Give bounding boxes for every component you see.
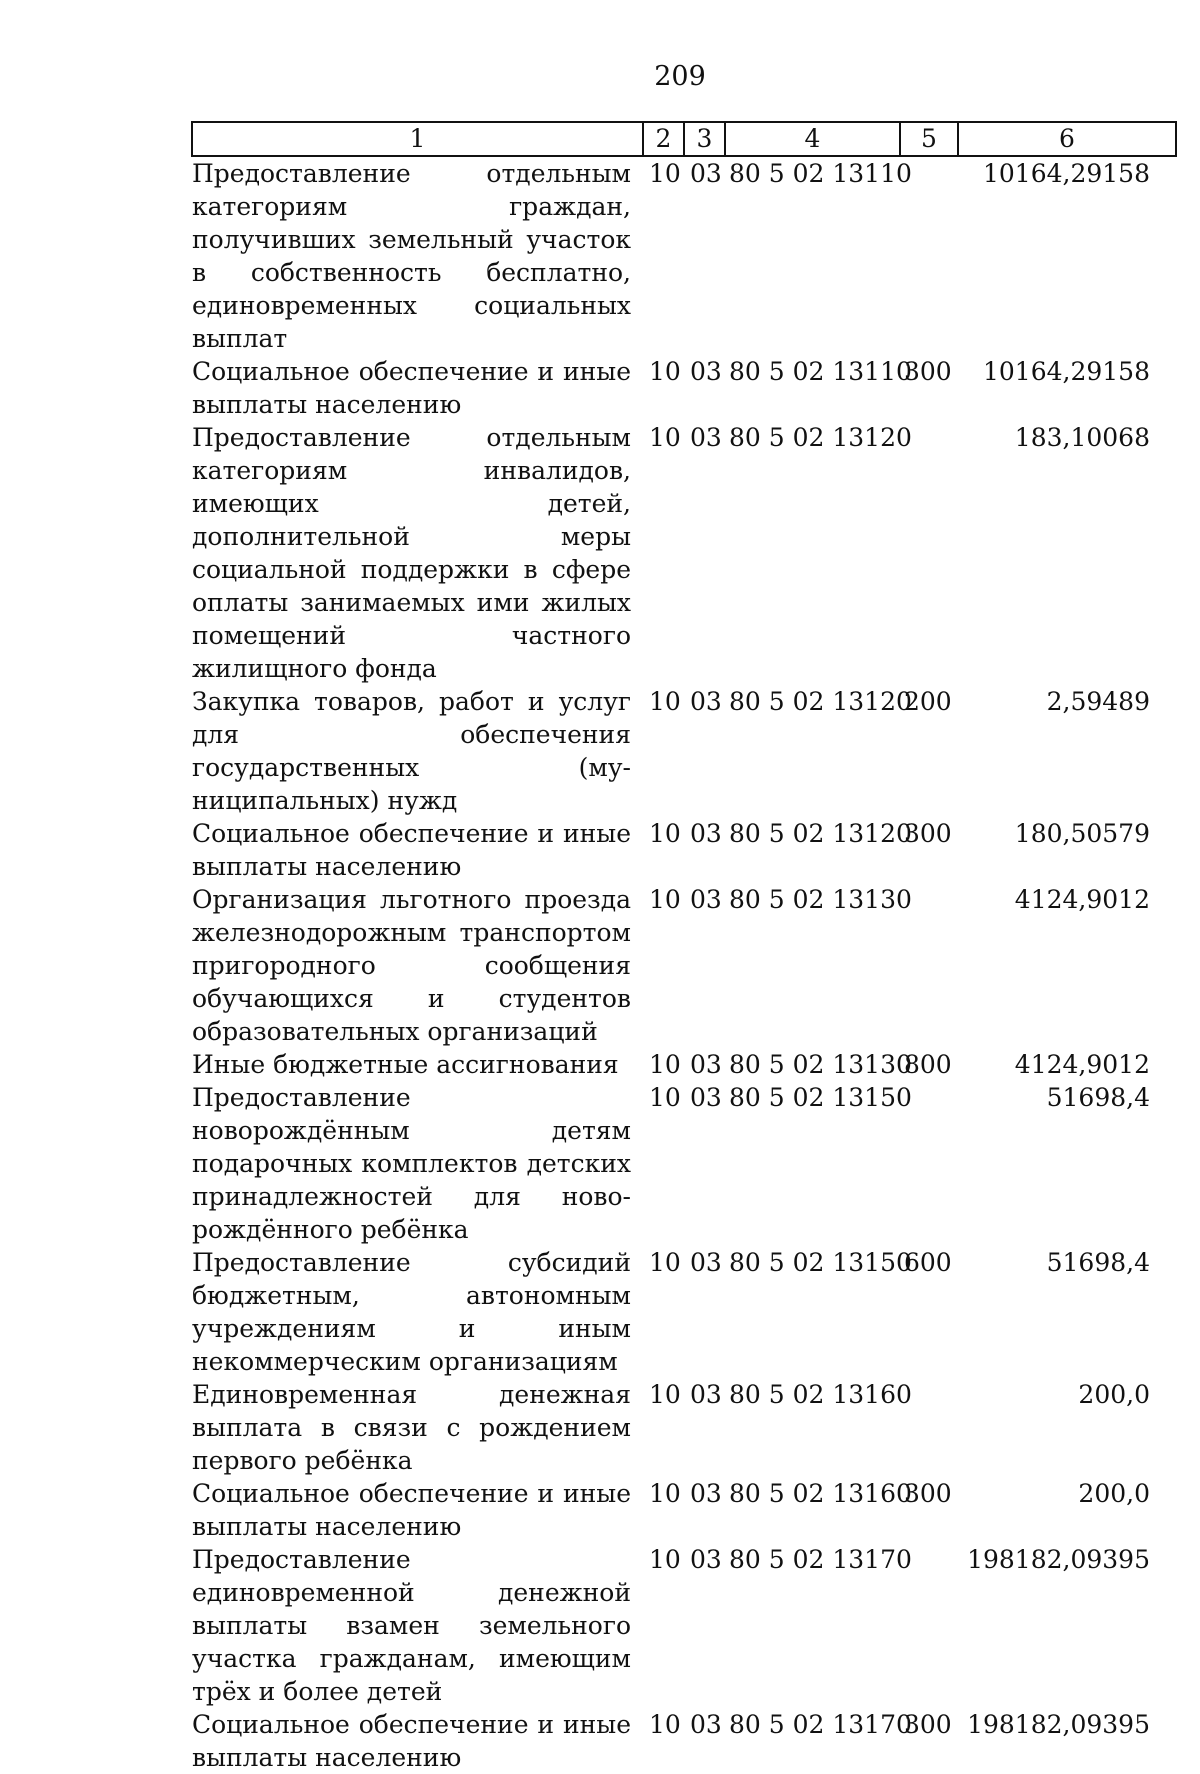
row-amount: 180,50579 xyxy=(1014,819,1150,848)
row-name: Социальное обеспечение и иные выплаты населению xyxy=(192,1479,631,1541)
header-col-4: 4 xyxy=(725,122,900,156)
row-subsection: 03 xyxy=(690,1380,722,1409)
table-header xyxy=(192,122,1176,156)
row-amount: 51698,4 xyxy=(1046,1248,1150,1277)
row-section: 10 xyxy=(649,1083,681,1112)
row-subsection: 03 xyxy=(690,687,722,716)
row-name: Иные бюджетные ассигнования xyxy=(192,1050,619,1079)
row-name: Организация льготного проезда железнодорожным транспортом пригородного сообщения обучающихся и студентов образовательных организаций xyxy=(192,885,631,1046)
table-row xyxy=(192,1543,1176,1708)
row-section: 10 xyxy=(649,357,681,386)
header-col-3: 3 xyxy=(684,122,725,156)
row-subsection: 03 xyxy=(690,423,722,452)
row-amount: 183,10068 xyxy=(1014,423,1150,452)
table-row xyxy=(192,421,1176,685)
row-amount: 10164,29158 xyxy=(982,357,1150,386)
row-subsection: 03 xyxy=(690,1545,722,1574)
row-subsection: 03 xyxy=(690,1248,722,1277)
header-col-2: 2 xyxy=(643,122,684,156)
row-target-code: 80 5 02 13120 xyxy=(729,423,912,452)
row-name: Единовременная денежная выплата в связи с рождением первого ребёнка xyxy=(192,1380,631,1475)
row-subsection: 03 xyxy=(690,819,722,848)
row-target-code: 80 5 02 13120 xyxy=(729,819,912,848)
header-col-5: 5 xyxy=(900,122,958,156)
row-subsection: 03 xyxy=(690,357,722,386)
table-row xyxy=(192,1048,1176,1081)
row-amount: 198182,09395 xyxy=(967,1545,1150,1574)
row-name: Социальное обеспечение и иные выплаты населению xyxy=(192,1710,631,1772)
row-name: Социальное обеспечение и иные выплаты населению xyxy=(192,357,631,419)
row-amount: 200,0 xyxy=(1078,1380,1150,1409)
row-name: Предоставление отдельным категориям граждан, получивших земельный участок в собственность бесплатно, единовременных социальных выплат xyxy=(192,159,631,353)
row-expense-type: 800 xyxy=(904,1050,952,1079)
row-subsection: 03 xyxy=(690,1479,722,1508)
row-name: Предоставление субсидий бюджетным, автономным учреждениям и иным некоммерческим организациям xyxy=(192,1248,631,1376)
header-col-6: 6 xyxy=(958,122,1176,156)
row-amount: 4124,9012 xyxy=(1014,885,1150,914)
row-expense-type: 300 xyxy=(904,1710,952,1739)
row-name: Закупка товаров, работ и услуг для обеспечения государственных (муниципальных) нужд xyxy=(192,687,631,815)
row-expense-type: 200 xyxy=(904,687,952,716)
row-target-code: 80 5 02 13110 xyxy=(729,357,912,386)
row-amount: 10164,29158 xyxy=(982,159,1150,188)
row-subsection: 03 xyxy=(690,1710,722,1739)
table-row xyxy=(192,685,1176,817)
row-section: 10 xyxy=(649,1479,681,1508)
header-col-1: 1 xyxy=(192,122,643,156)
table-row xyxy=(192,156,1176,355)
header-row xyxy=(192,122,1176,156)
row-subsection: 03 xyxy=(690,159,722,188)
row-name: Предоставление новорождённым детям подарочных комплектов детских принадлежностей для новорождённого ребёнка xyxy=(192,1083,631,1244)
row-subsection: 03 xyxy=(690,1050,722,1079)
row-target-code: 80 5 02 13160 xyxy=(729,1479,912,1508)
row-amount: 4124,9012 xyxy=(1014,1050,1150,1079)
row-name: Предоставление отдельным категориям инвалидов, имеющих детей, дополнительной меры социальной поддержки в сфере оплаты занимаемых ими жилых помещений частного жилищного фонда xyxy=(192,423,631,683)
row-target-code: 80 5 02 13160 xyxy=(729,1380,912,1409)
row-section: 10 xyxy=(649,1380,681,1409)
row-section: 10 xyxy=(649,423,681,452)
row-target-code: 80 5 02 13150 xyxy=(729,1248,912,1277)
row-expense-type: 300 xyxy=(904,1479,952,1508)
table-row xyxy=(192,883,1176,1048)
row-amount: 2,59489 xyxy=(1046,687,1150,716)
row-target-code: 80 5 02 13120 xyxy=(729,687,912,716)
table-row xyxy=(192,1477,1176,1543)
row-expense-type xyxy=(900,421,958,685)
page-number: 209 xyxy=(654,61,706,92)
row-target-code: 80 5 02 13110 xyxy=(729,159,912,188)
budget-table-container xyxy=(191,121,1175,1774)
row-section: 10 xyxy=(649,885,681,914)
row-target-code: 80 5 02 13150 xyxy=(729,1083,912,1112)
row-target-code: 80 5 02 13130 xyxy=(729,1050,912,1079)
row-target-code: 80 5 02 13130 xyxy=(729,885,912,914)
table-row xyxy=(192,355,1176,421)
table-row xyxy=(192,1708,1176,1774)
row-subsection: 03 xyxy=(690,1083,722,1112)
row-amount: 51698,4 xyxy=(1046,1083,1150,1112)
row-expense-type: 600 xyxy=(904,1248,952,1277)
row-section: 10 xyxy=(649,687,681,716)
row-expense-type: 300 xyxy=(904,357,952,386)
row-section: 10 xyxy=(649,1050,681,1079)
table-body xyxy=(192,156,1176,1774)
row-subsection: 03 xyxy=(690,885,722,914)
row-section: 10 xyxy=(649,1248,681,1277)
row-amount: 200,0 xyxy=(1078,1479,1150,1508)
table-row xyxy=(192,1246,1176,1378)
row-section: 10 xyxy=(649,819,681,848)
budget-table xyxy=(191,121,1177,1774)
row-section: 10 xyxy=(649,159,681,188)
row-section: 10 xyxy=(649,1710,681,1739)
row-amount: 198182,09395 xyxy=(967,1710,1150,1739)
row-target-code: 80 5 02 13170 xyxy=(729,1545,912,1574)
row-expense-type: 300 xyxy=(904,819,952,848)
row-name: Предоставление единовременной денежной выплаты взамен земельного участка гражданам, имеющим трёх и более детей xyxy=(192,1545,631,1706)
table-row xyxy=(192,1378,1176,1477)
row-name: Социальное обеспечение и иные выплаты населению xyxy=(192,819,631,881)
row-section: 10 xyxy=(649,1545,681,1574)
row-target-code: 80 5 02 13170 xyxy=(729,1710,912,1739)
table-row xyxy=(192,1081,1176,1246)
table-row xyxy=(192,817,1176,883)
